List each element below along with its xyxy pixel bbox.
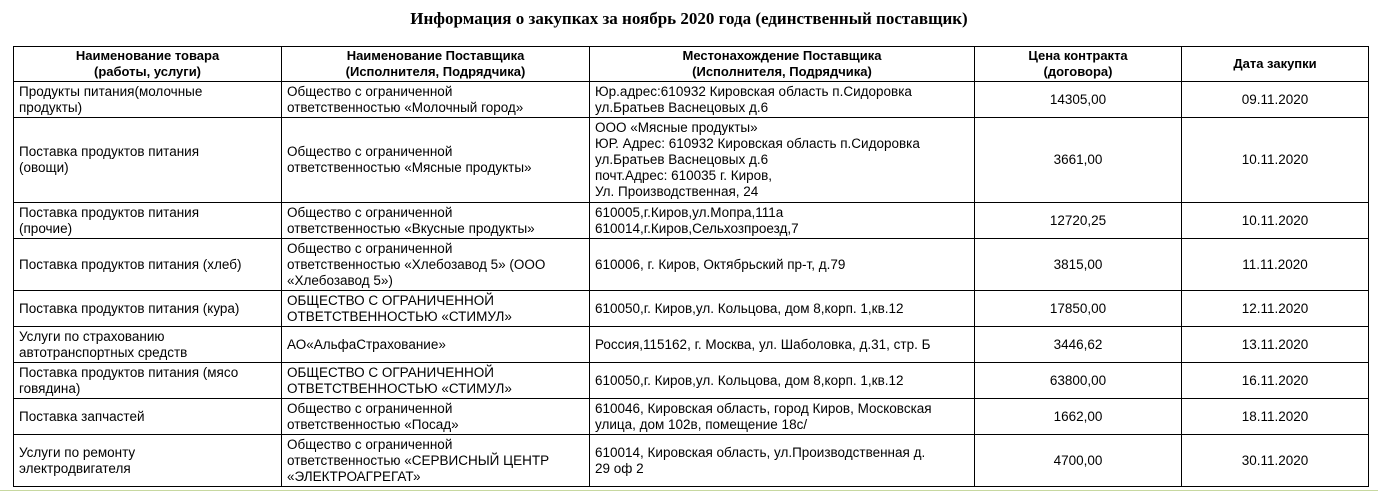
header-date: Дата закупки: [1182, 47, 1369, 82]
cell-date: 16.11.2020: [1182, 363, 1369, 399]
cell-location: 610050,г. Киров,ул. Кольцова, дом 8,корп. 1,кв.12: [590, 291, 975, 327]
cell-supplier: Общество с ограниченной ответственностью «Мясные продукты»: [282, 118, 590, 203]
cell-location: Россия,115162, г. Москва, ул. Шаболовка, д.31, стр. Б: [590, 327, 975, 363]
table-row: [14, 435, 1369, 487]
cell-price: 3446,62: [975, 327, 1182, 363]
cell-item: Продукты питания(молочные продукты): [14, 82, 282, 118]
table-row: [14, 239, 1369, 291]
cell-price: 3661,00: [975, 118, 1182, 203]
header-price: Цена контракта (договора): [975, 47, 1182, 82]
cell-location: 610014, Кировская область, ул.Производственная д. 29 оф 2: [590, 435, 975, 487]
cell-date: 12.11.2020: [1182, 291, 1369, 327]
cell-price: 4700,00: [975, 435, 1182, 487]
cell-item: Поставка продуктов питания (кура): [14, 291, 282, 327]
table-row: [14, 291, 1369, 327]
cell-item: Поставка продуктов питания (прочие): [14, 203, 282, 239]
table-row: [14, 327, 1369, 363]
cell-location: Юр.адрес:610932 Кировская область п.Сидоровка ул.Братьев Васнецовых д.6: [590, 82, 975, 118]
header-location: Местонахождение Поставщика (Исполнителя, Подрядчика): [590, 47, 975, 82]
table-header-row: [14, 47, 1369, 82]
cell-price: 17850,00: [975, 291, 1182, 327]
cell-price: 1662,00: [975, 399, 1182, 435]
table-row: [14, 118, 1369, 203]
cell-supplier: Общество с ограниченной ответственностью «Хлебозавод 5» (ООО «Хлебозавод 5»): [282, 239, 590, 291]
cell-date: 11.11.2020: [1182, 239, 1369, 291]
cell-supplier: ОБЩЕСТВО С ОГРАНИЧЕННОЙ ОТВЕТСТВЕННОСТЬЮ «СТИМУЛ»: [282, 291, 590, 327]
cell-date: 10.11.2020: [1182, 203, 1369, 239]
table-row: [14, 203, 1369, 239]
cell-item: Услуги по страхованию автотранспортных средств: [14, 327, 282, 363]
cell-item: Услуги по ремонту электродвигателя: [14, 435, 282, 487]
cell-location: 610050,г. Киров,ул. Кольцова, дом 8,корп. 1,кв.12: [590, 363, 975, 399]
cell-location: ООО «Мясные продукты» ЮР. Адрес: 610932 Кировская область п.Сидоровка ул.Братьев Васнецовых д.6 почт.Адрес: 610035 г. Киров, Ул. Производственная, 24: [590, 118, 975, 203]
table-row: [14, 399, 1369, 435]
cell-price: 3815,00: [975, 239, 1182, 291]
cell-supplier: АО«АльфаСтрахование»: [282, 327, 590, 363]
page-bottom-divider: [0, 490, 1378, 491]
header-item: Наименование товара (работы, услуги): [14, 47, 282, 82]
table-row: [14, 82, 1369, 118]
procurement-table: [13, 46, 1369, 487]
cell-supplier: Общество с ограниченной ответственностью «Вкусные продукты»: [282, 203, 590, 239]
cell-date: 09.11.2020: [1182, 82, 1369, 118]
cell-supplier: Общество с ограниченной ответственностью «Посад»: [282, 399, 590, 435]
cell-supplier: ОБЩЕСТВО С ОГРАНИЧЕННОЙ ОТВЕТСТВЕННОСТЬЮ «СТИМУЛ»: [282, 363, 590, 399]
header-supplier: Наименование Поставщика (Исполнителя, Подрядчика): [282, 47, 590, 82]
page-title: Информация о закупках за ноябрь 2020 года (единственный поставщик): [410, 9, 968, 28]
cell-location: 610006, г. Киров, Октябрьский пр-т, д.79: [590, 239, 975, 291]
cell-date: 30.11.2020: [1182, 435, 1369, 487]
cell-item: Поставка продуктов питания (мясо говядина): [14, 363, 282, 399]
cell-date: 18.11.2020: [1182, 399, 1369, 435]
cell-supplier: Общество с ограниченной ответственностью «Молочный город»: [282, 82, 590, 118]
cell-location: 610005,г.Киров,ул.Мопра,111а 610014,г.Киров,Сельхозпроезд,7: [590, 203, 975, 239]
cell-item: Поставка продуктов питания (овощи): [14, 118, 282, 203]
cell-date: 10.11.2020: [1182, 118, 1369, 203]
cell-price: 12720,25: [975, 203, 1182, 239]
cell-item: Поставка запчастей: [14, 399, 282, 435]
cell-date: 13.11.2020: [1182, 327, 1369, 363]
cell-location: 610046, Кировская область, город Киров, Московская улица, дом 102в, помещение 18с/: [590, 399, 975, 435]
cell-item: Поставка продуктов питания (хлеб): [14, 239, 282, 291]
table-row: [14, 363, 1369, 399]
cell-supplier: Общество с ограниченной ответственностью «СЕРВИСНЫЙ ЦЕНТР «ЭЛЕКТРОАГРЕГАТ»: [282, 435, 590, 487]
cell-price: 14305,00: [975, 82, 1182, 118]
cell-price: 63800,00: [975, 363, 1182, 399]
